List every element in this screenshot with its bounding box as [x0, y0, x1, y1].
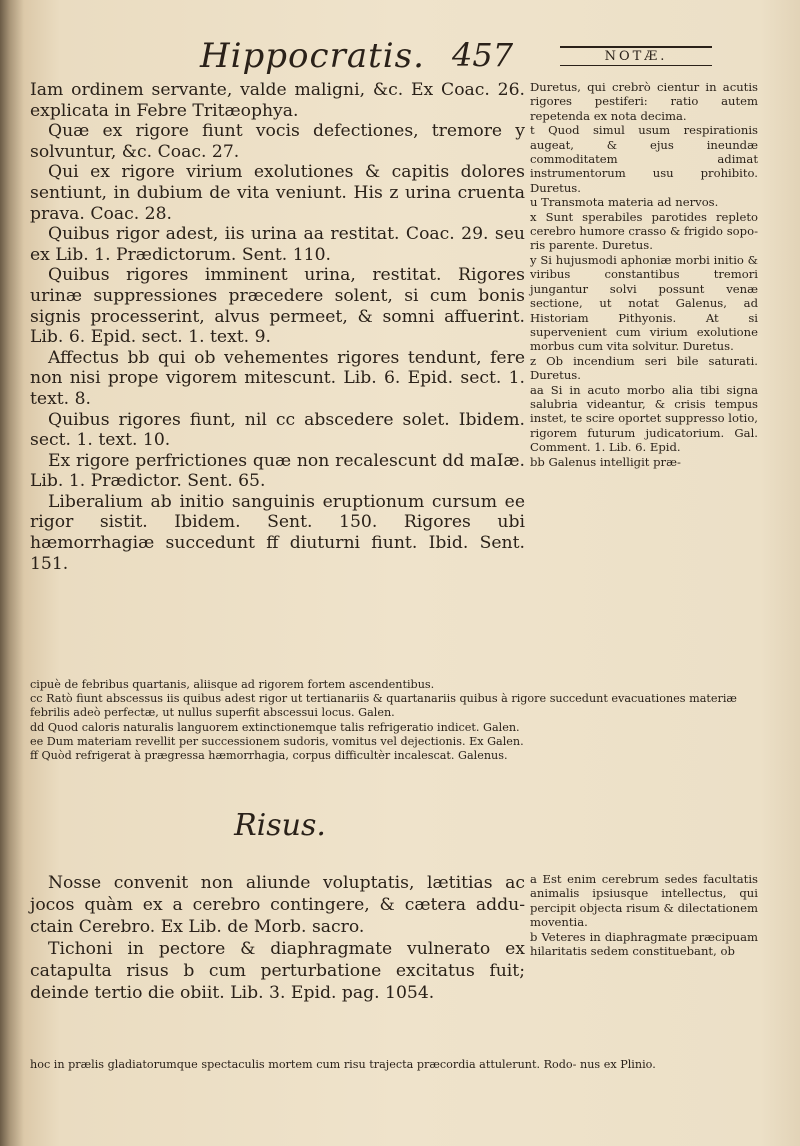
- side-note: aa Si in acuto morbo alia tibi signa salubria videantur, & crisis tempus instet, te scire oportet suppresso lotio, rigorem futurum judicatorium. Gal. Comment. 1. Lib. 6. Epid.: [530, 382, 758, 455]
- paragraph: Liberalium ab initio sanguinis eruptionum cursum ee rigor sistit. Ibidem. Sent. 150. Rigores ubi hæmorrhagiæ succedunt ff diuturni fiunt. Ibid. Sent. 151.: [30, 491, 525, 574]
- footnotes-bottom: [30, 1058, 760, 1072]
- paragraph: Affectus bb qui ob vehementes rigores tendunt, fere non nisi prope vigorem mitescunt. Lib. 6. Epid. sect. 1. text. 8.: [30, 347, 525, 409]
- page-header: [0, 36, 800, 76]
- footnote: ff Quòd refrigerat à prægressa hæmorrhagia, corpus difficultèr incalescat. Galenus.: [30, 749, 508, 763]
- paragraph: Quibus rigores imminent urina, restitat. Rigores urinæ suppressiones præcedere solent, si cum bonis signis processerint, alvus permeet, & somni affuerint. Lib. 6. Epid. sect. 1. text. 9.: [30, 265, 525, 348]
- section-title: Risus.: [234, 808, 326, 843]
- paragraph: Qui ex rigore virium exolutiones & capitis dolores sentiunt, in dubium de vita veniunt. His z urina cruenta prava. Coac. 28.: [30, 162, 525, 224]
- paragraph: Tichoni in pectore & diaphragmate vulnerato ex catapulta risus b cum perturbatione excitatus fuit; deinde tertio die obiit. Lib. 3. Epid. pag. 1054.: [30, 939, 525, 1003]
- side-note: x Sunt sperabiles parotides repleto cerebro humore crasso & frigido sopo- ris parente. Duretus.: [530, 209, 758, 253]
- paragraph: Quibus rigor adest, iis urina aa restitat. Coac. 29. seu ex Lib. 1. Prædictorum. Sent. 110.: [30, 224, 525, 265]
- side-note: y Si hujusmodi aphoniæ morbi initio & viribus constantibus tremori jungantur solvi possunt venæ sectione, ut notat Galenus, ad Historiam Pithyonis. At si supervenient cum virium exolutione morbus cum vita solvitur. Duretus.: [530, 252, 758, 354]
- paragraph: Ex rigore perfrictiones quæ non recalescunt dd maIæ. Lib. 1. Prædictor. Sent. 65.: [30, 450, 525, 492]
- side-note: a Est enim cerebrum sedes facultatis animalis ipsiusque intellectus, qui percipit objecta risum & dilectationem moventia.: [530, 872, 758, 930]
- side-note: bb Galenus intelligit præ-: [530, 454, 681, 469]
- notes-heading: NOTÆ.: [560, 46, 712, 66]
- paragraph: Quæ ex rigore fiunt vocis defectiones, tremore y solvuntur, &c. Coac. 27.: [30, 121, 525, 162]
- side-note: z Ob incendium seri bile saturati. Duretus.: [530, 353, 758, 383]
- side-note: b Veteres in diaphragmate præcipuam hilaritatis sedem constituebant, ob: [530, 929, 758, 959]
- paragraph: Nosse convenit non aliunde voluptatis, lætitias ac jocos quàm ex a cerebro contingere, & cætera addu- ctain Cerebro. Ex Lib. de Morb. sacro.: [30, 873, 525, 937]
- paragraph: Quibus rigores fiunt, nil cc abscedere solet. Ibidem. sect. 1. text. 10.: [30, 409, 525, 451]
- main-text-bottom: [30, 872, 525, 1004]
- footnotes-top: [30, 678, 760, 763]
- side-notes-bottom: [530, 872, 758, 958]
- side-note: t Quod simul usum respirationis augeat, & ejus ineundæ commoditatem adimat instrumentorum usu prohibito. Duretus.: [530, 123, 758, 195]
- side-note: u Transmota materia ad nervos.: [530, 195, 719, 210]
- running-title: Hippocratis.: [200, 36, 425, 76]
- paragraph: Iam ordinem servante, valde maligni, &c. Ex Coac. 26. explicata in Febre Tritæophya.: [30, 80, 525, 121]
- footnote: dd Quod caloris naturalis languorem extinctionemque talis refrigeratio indicet. Galen.: [30, 720, 520, 734]
- main-text-top: [30, 80, 525, 574]
- side-note: Duretus, qui crebrò cientur in acutis rigores pestiferi: ratio autem repetenda ex nota decima.: [530, 80, 758, 123]
- footnote: cipuè de febribus quartanis, aliisque ad rigorem fortem ascendentibus.: [30, 678, 435, 691]
- side-notes-top: [530, 80, 758, 469]
- footnote: cc Ratò fiunt abscessus iis quibus adest rigor ut tertianariis & quartanariis quibus à rigore succedunt evacuationes materiæ febrilis adeò perfectæ, ut nullus superfit abscessui locus. Galen.: [30, 692, 737, 720]
- footnote: ee Dum materiam revellit per successionem sudoris, vomitus vel dejectionis. Ex Galen.: [30, 734, 524, 748]
- footnote: hoc in prælis gladiatorumque spectaculis mortem cum risu trajecta præcordia attulerunt. Rodo- nus ex Plinio.: [30, 1058, 656, 1071]
- page-number: 457: [452, 36, 514, 74]
